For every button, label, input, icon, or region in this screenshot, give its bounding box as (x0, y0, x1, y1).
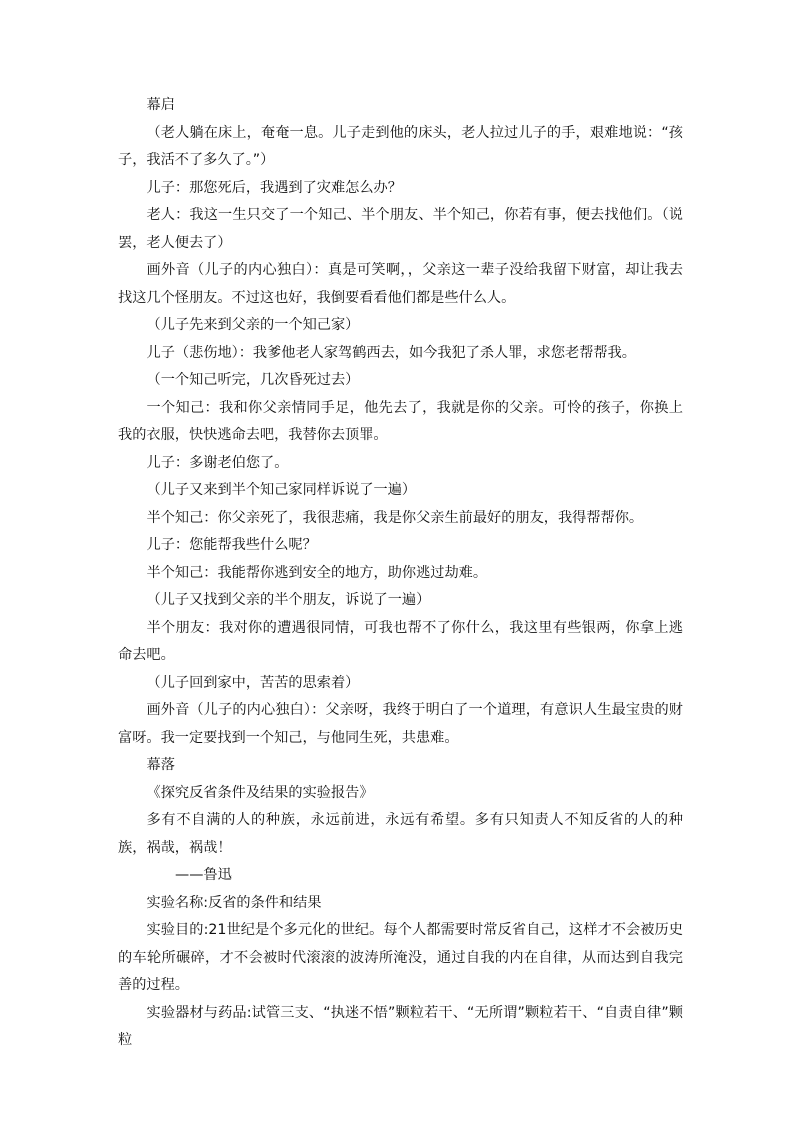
voiceover-line: 画外音（儿子的内心独白）：真是可笑啊，，父亲这一辈子没给我留下财富，却让我去找这几个怪朋友。不过这也好，我倒要看看他们都是些什么人。 (118, 262, 683, 306)
scene-open-heading: 幕启 (146, 97, 175, 113)
epigraph-author: ——鲁迅 (175, 867, 232, 883)
dialogue-line: 儿子：您能帮我些什么呢？ (146, 537, 317, 553)
voiceover-line: 画外音（儿子的内心独白）：父亲呀，我终于明白了一个道理，有意识人生最宝贵的财富呀。我一定要找到一个知己，与他同生死，共患难。 (118, 702, 683, 746)
dialogue-line: 老人：我这一生只交了一个知己、半个朋友、半个知己，你若有事，便去找他们。（说罢，老人便去了） (118, 207, 683, 251)
report-title: 《探究反省条件及结果的实验报告》 (146, 784, 374, 801)
experiment-purpose: 实验目的:21世纪是个多元化的世纪。每个人都需要时常反省自己，这样才不会被历史的车轮所碾碎，才不会被时代滚滚的波涛所淹没，通过自我的内在自律，从而达到自我完善的过程。 (118, 922, 683, 993)
dialogue-line: 儿子：多谢老伯您了。 (146, 454, 289, 471)
scene-close-heading: 幕落 (146, 757, 175, 773)
stage-direction: （一个知己听完，几次昏死过去） (146, 372, 360, 388)
stage-direction: （儿子又找到父亲的半个朋友，诉说了一遍） (146, 592, 431, 608)
dialogue-line: 一个知己：我和你父亲情同手足，他先去了，我就是你的父亲。可怜的孩子，你换上我的衣服，快快逃命去吧，我替你去顶罪。 (118, 399, 683, 443)
epigraph-quote: 多有不自满的人的种族，永远前进，永远有希望。多有只知责人不知反省的人的种族，祸哉，祸哉！ (118, 812, 683, 856)
experiment-name: 实验名称:反省的条件和结果 (146, 894, 322, 911)
experiment-materials: 实验器材与药品:试管三支、“执迷不悟”颗粒若干、“无所谓”颗粒若干、“自责自律”颗粒 (118, 1004, 683, 1048)
dialogue-line: 半个知己：我能帮你逃到安全的地方，助你逃过劫难。 (146, 564, 488, 581)
dialogue-line: 半个朋友：我对你的遭遇很同情，可我也帮不了你什么，我这里有些银两，你拿上逃命去吧。 (118, 619, 683, 663)
dialogue-line: 儿子：那您死后，我遇到了灾难怎么办？ (146, 179, 402, 196)
stage-direction: （儿子先来到父亲的一个知己家） (146, 317, 360, 333)
stage-direction: （儿子回到家中，苦苦的思索着） (146, 674, 360, 691)
dialogue-line: 半个知己：你父亲死了，我很悲痛，我是你父亲生前最好的朋友，我得帮帮你。 (146, 509, 644, 526)
dialogue-line: 儿子（悲伤地）：我爹他老人家驾鹤西去，如今我犯了杀人罪，求您老帮帮我。 (146, 344, 636, 361)
document-page (118, 92, 683, 1055)
stage-direction: （儿子又来到半个知己家同样诉说了一遍） (146, 482, 417, 498)
stage-direction: （老人躺在床上，奄奄一息。儿子走到他的床头，老人拉过儿子的手，艰难地说：“孩子，我活不了多久了。”） (118, 124, 683, 168)
